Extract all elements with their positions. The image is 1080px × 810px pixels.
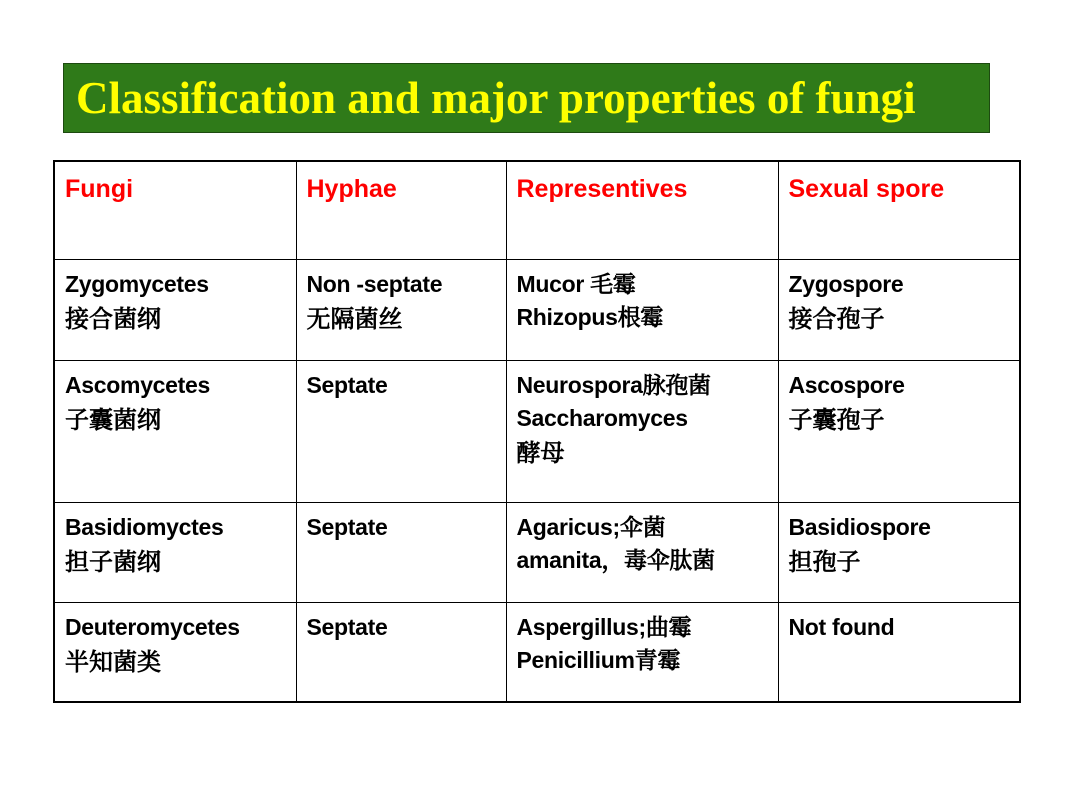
header-sexual-spore: Sexual spore: [778, 161, 1020, 259]
cell-hyphae: [296, 502, 506, 602]
cell-sexual-spore: [778, 602, 1020, 702]
cell-fungi: [54, 360, 296, 502]
cell-sexual-spore: [778, 259, 1020, 360]
fungi-en: Ascomycetes: [65, 371, 211, 398]
cell-hyphae: [296, 360, 506, 502]
representive-line: Agaricus;伞菌: [516, 513, 666, 540]
representive-line: Mucor 毛霉: [516, 270, 636, 297]
table-row: [54, 502, 1020, 602]
table-row: [54, 259, 1020, 360]
spore-en: Ascospore: [788, 371, 905, 398]
representive-line: 酵母: [516, 437, 565, 467]
representive-line: Neurospora脉孢菌: [516, 371, 711, 398]
cell-representives: [506, 360, 778, 502]
hyphae-en: Septate: [306, 371, 388, 398]
spore-en: Not found: [788, 613, 895, 640]
fungi-cn: 接合菌纲: [65, 303, 161, 333]
spore-cn: 担孢子: [788, 546, 861, 576]
slide-title: Classification and major properties of fungi: [76, 72, 916, 123]
table-row: [54, 360, 1020, 502]
cell-fungi: [54, 502, 296, 602]
table-row: [54, 602, 1020, 702]
header-fungi: Fungi: [54, 161, 296, 259]
fungi-cn: 担子菌纲: [65, 546, 161, 576]
fungi-cn: 子囊菌纲: [65, 404, 161, 434]
header-representives: Representives: [506, 161, 778, 259]
cell-representives: [506, 259, 778, 360]
spore-cn: 接合孢子: [788, 303, 885, 333]
title-banner: [63, 63, 990, 133]
spore-cn: 子囊孢子: [788, 404, 885, 434]
representive-line: Saccharomyces: [516, 404, 688, 431]
representive-line: amanita，毒伞肽菌: [516, 546, 715, 573]
representive-line: Rhizopus根霉: [516, 303, 663, 330]
cell-fungi: [54, 602, 296, 702]
cell-sexual-spore: [778, 502, 1020, 602]
table-header-row: [54, 161, 1020, 259]
hyphae-en: Non -septate: [306, 270, 443, 297]
header-hyphae: Hyphae: [296, 161, 506, 259]
cell-representives: [506, 502, 778, 602]
cell-hyphae: [296, 602, 506, 702]
cell-representives: [506, 602, 778, 702]
spore-en: Zygospore: [788, 270, 904, 297]
cell-fungi: [54, 259, 296, 360]
hyphae-en: Septate: [306, 513, 388, 540]
spore-en: Basidiospore: [788, 513, 931, 540]
representive-line: Aspergillus;曲霉: [516, 613, 692, 640]
fungi-classification-table: [53, 160, 1021, 703]
fungi-en: Basidiomyctes: [65, 513, 224, 540]
cell-hyphae: [296, 259, 506, 360]
hyphae-cn: 无隔菌丝: [306, 303, 403, 333]
fungi-en: Deuteromycetes: [65, 613, 240, 640]
representive-line: Penicillium青霉: [516, 646, 681, 673]
fungi-cn: 半知菌类: [65, 646, 161, 676]
cell-sexual-spore: [778, 360, 1020, 502]
fungi-en: Zygomycetes: [65, 270, 209, 297]
hyphae-en: Septate: [306, 613, 388, 640]
